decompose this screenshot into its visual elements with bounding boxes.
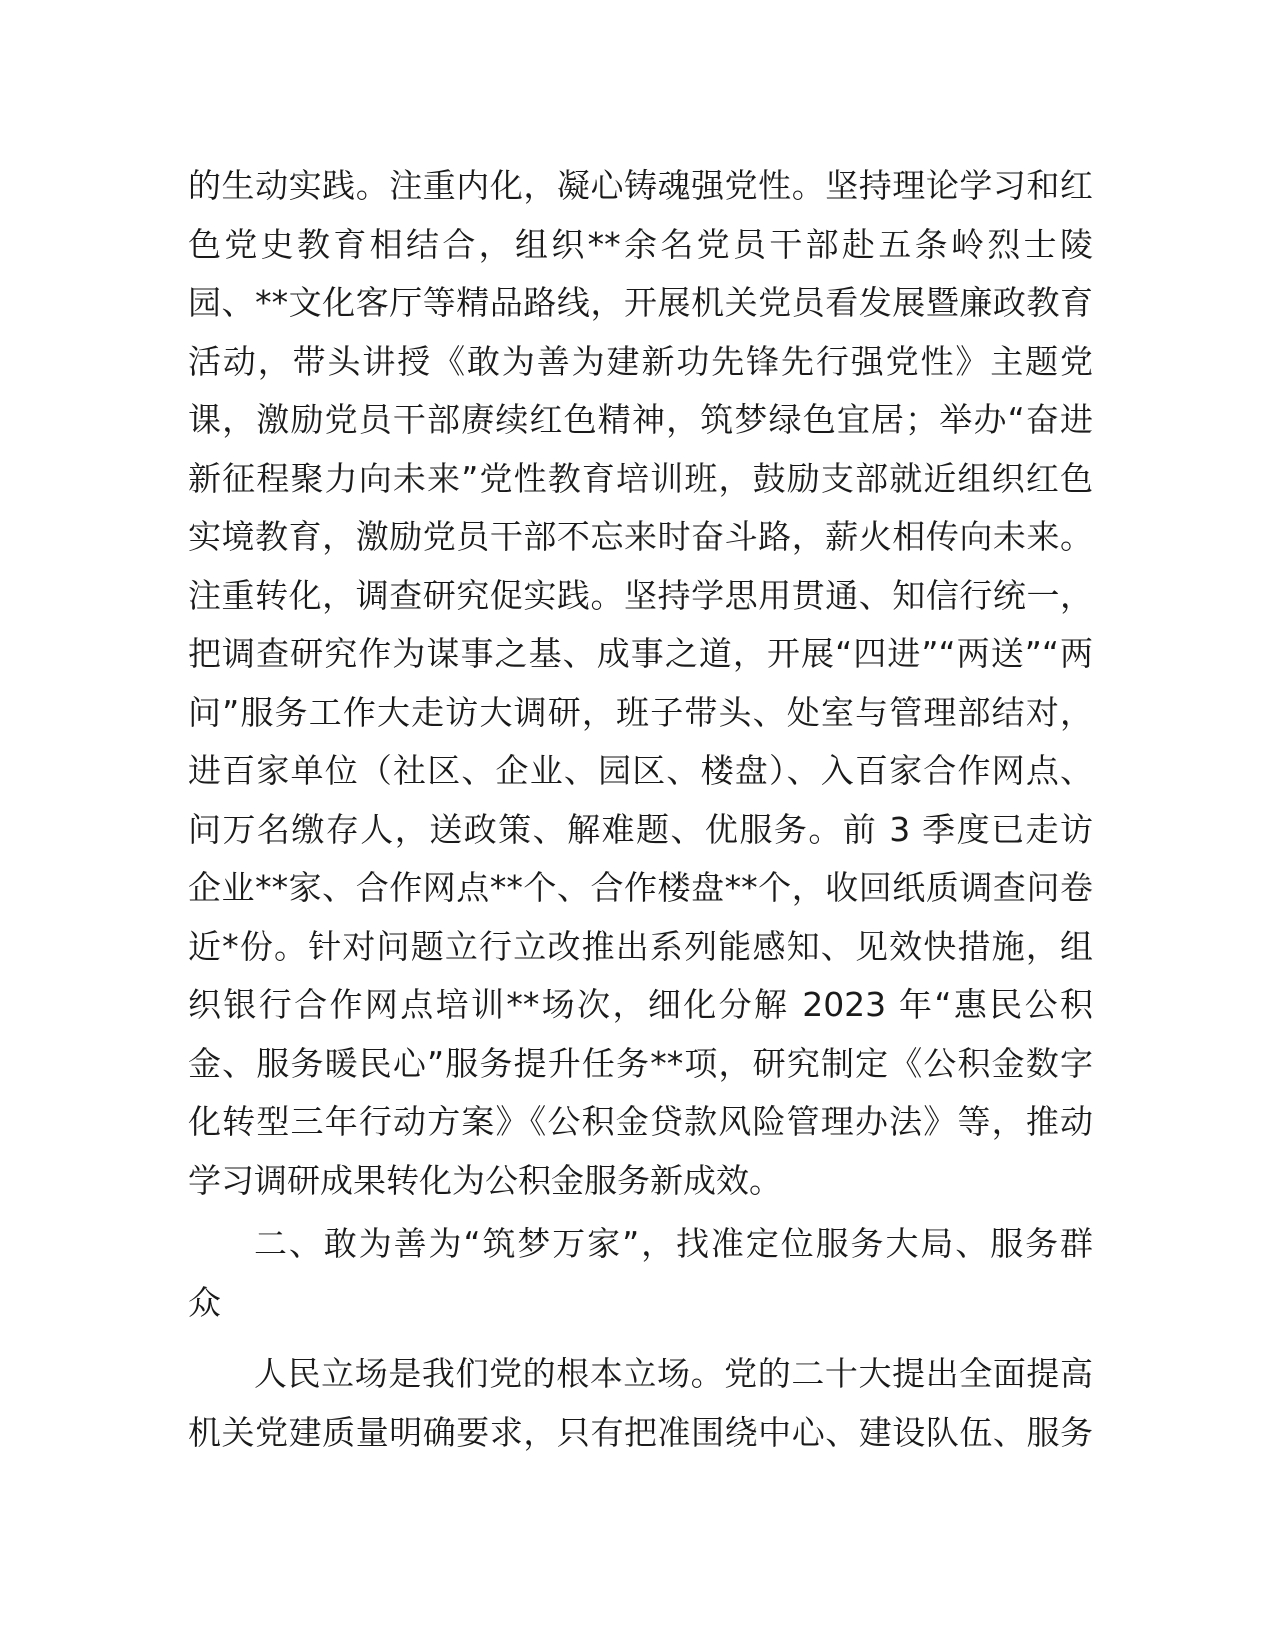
text-line: 的生动实践。注重内化，凝心铸魂强党性。坚持理论学习和红 (188, 166, 1093, 205)
text-line: 企业**家、合作网点**个、合作楼盘**个，收回纸质调查问卷 (188, 868, 1093, 907)
text-line: 人民立场是我们党的根本立场。党的二十大提出全面提高 (254, 1354, 1093, 1393)
heading-line: 众 (188, 1282, 221, 1322)
text-line: 织银行合作网点培训**场次，细化分解 2023 年“惠民公积 (188, 985, 1093, 1024)
text-line: 实境教育，激励党员干部不忘来时奋斗路，薪火相传向未来。 (188, 517, 1093, 556)
text-line: 问”服务工作大走访大调研，班子带头、处室与管理部结对， (188, 692, 1093, 732)
text-line: 课，激励党员干部赓续红色精神，筑梦绿色宜居；举办“奋进 (188, 400, 1093, 439)
text-line: 色党史教育相结合，组织**余名党员干部赴五条岭烈士陵 (188, 224, 1093, 264)
text-line: 问万名缴存人，送政策、解难题、优服务。前 3 季度已走访 (188, 809, 1093, 849)
text-line: 学习调研成果转化为公积金服务新成效。 (188, 1160, 782, 1200)
text-line: 园、**文化客厅等精品路线，开展机关党员看发展暨廉政教育 (188, 283, 1093, 322)
text-line: 新征程聚力向未来”党性教育培训班，鼓励支部就近组织红色 (188, 458, 1093, 498)
text-line: 把调查研究作为谋事之基、成事之道，开展“四进”“两送”“两 (188, 634, 1093, 673)
text-line: 机关党建质量明确要求，只有把准围绕中心、建设队伍、服务 (188, 1412, 1093, 1452)
heading-line: 二、敢为善为“筑梦万家”，找准定位服务大局、服务群 (254, 1224, 1093, 1263)
text-line: 活动，带头讲授《敢为善为建新功先锋先行强党性》主题党 (188, 341, 1093, 381)
text-line: 化转型三年行动方案》《公积金贷款风险管理办法》等，推动 (188, 1102, 1093, 1141)
body-paragraph-2 (188, 1345, 1093, 1462)
body-paragraph-1 (188, 157, 1093, 1210)
text-line: 注重转化，调查研究促实践。坚持学思用贯通、知信行统一， (188, 575, 1093, 615)
section-heading (188, 1215, 1093, 1332)
text-line: 近*份。针对问题立行立改推出系列能感知、见效快措施，组 (188, 926, 1093, 966)
text-line: 进百家单位（社区、企业、园区、楼盘）、入百家合作网点、 (188, 751, 1093, 790)
text-line: 金、服务暖民心”服务提升任务**项，研究制定《公积金数字 (188, 1043, 1093, 1083)
